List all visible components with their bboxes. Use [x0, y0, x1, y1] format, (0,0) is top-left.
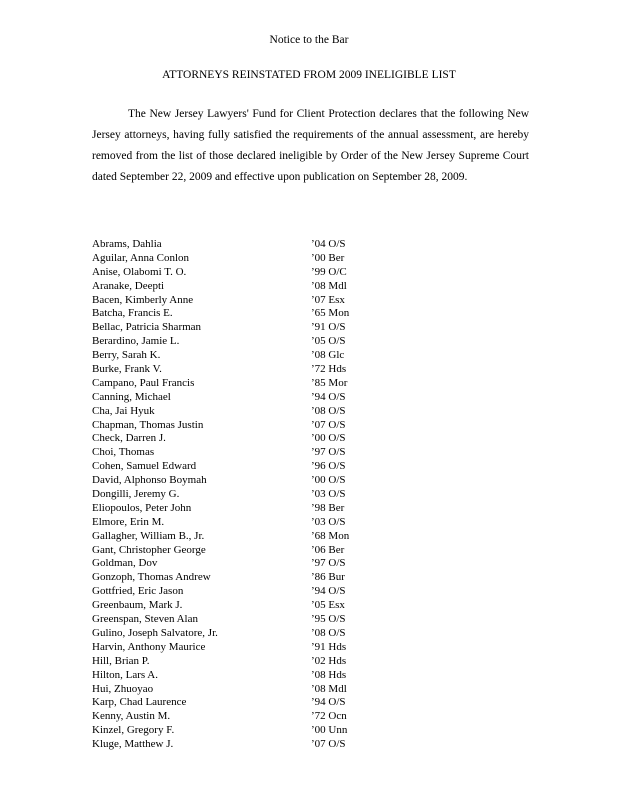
attorney-row — [92, 710, 452, 724]
attorney-admission-county: ’02 Hds — [311, 654, 347, 667]
attorney-row — [92, 349, 452, 363]
attorney-name: Harvin, Anthony Maurice — [92, 640, 206, 653]
attorney-row — [92, 557, 452, 571]
attorney-admission-county: ’07 Esx — [311, 293, 345, 306]
attorney-name: Cha, Jai Hyuk — [92, 404, 155, 417]
attorney-admission-county: ’94 O/S — [311, 585, 346, 598]
attorney-admission-county: ’07 O/S — [311, 418, 346, 431]
attorney-admission-county: ’07 O/S — [311, 738, 346, 751]
attorney-admission-county: ’94 O/S — [311, 390, 346, 403]
attorney-row — [92, 460, 452, 474]
attorney-admission-county: ’08 O/S — [311, 626, 346, 639]
attorney-admission-county: ’65 Mon — [311, 307, 350, 320]
attorney-row — [92, 488, 452, 502]
attorney-admission-county: ’03 O/S — [311, 515, 346, 528]
attorney-admission-county: ’99 O/C — [311, 265, 347, 278]
attorney-row — [92, 530, 452, 544]
attorney-admission-county: ’96 O/S — [311, 460, 346, 473]
document-title: ATTORNEYS REINSTATED FROM 2009 INELIGIBLE LIST — [162, 69, 456, 81]
attorney-name: Kinzel, Gregory F. — [92, 724, 175, 737]
attorney-row — [92, 363, 452, 377]
attorney-admission-county: ’00 O/S — [311, 432, 346, 445]
attorney-admission-county: ’91 Hds — [311, 640, 347, 653]
attorney-admission-county: ’97 O/S — [311, 557, 346, 570]
attorney-name: Hill, Brian P. — [92, 654, 150, 667]
attorney-row — [92, 571, 452, 585]
attorney-row — [92, 405, 452, 419]
attorney-name: Canning, Michael — [92, 390, 171, 403]
notice-heading: Notice to the Bar — [269, 34, 349, 46]
attorney-admission-county: ’04 O/S — [311, 238, 346, 250]
attorney-row — [92, 294, 452, 308]
attorney-name: Kluge, Matthew J. — [92, 738, 174, 751]
attorney-row — [92, 544, 452, 558]
attorney-row — [92, 474, 452, 488]
attorney-name: Aguilar, Anna Conlon — [92, 251, 190, 264]
attorney-admission-county: ’08 Mdl — [311, 682, 347, 695]
attorney-name: Bacen, Kimberly Anne — [92, 293, 194, 306]
attorney-name: Gant, Christopher George — [92, 543, 206, 556]
attorney-row — [92, 335, 452, 349]
attorney-admission-county: ’00 Ber — [311, 251, 345, 264]
attorney-row — [92, 502, 452, 516]
attorney-list — [92, 238, 452, 752]
attorney-name: Batcha, Francis E. — [92, 307, 173, 320]
attorney-name: Campano, Paul Francis — [92, 376, 195, 389]
attorney-row — [92, 307, 452, 321]
attorney-admission-county: ’08 O/S — [311, 404, 346, 417]
attorney-name: Dongilli, Jeremy G. — [92, 488, 180, 501]
attorney-row — [92, 738, 452, 752]
intro-paragraph: The New Jersey Lawyers' Fund for Client Protection declares that the following New Jersey attorneys, having fully satisfied the requirements of the annual assessment, are hereby removed from the list of those declared ineligible by Order of the New Jersey Supreme Court dated September 22, 2009 and effective upon publication on September 28, 2009. — [92, 108, 529, 183]
attorney-name: Check, Darren J. — [92, 432, 166, 445]
attorney-row — [92, 724, 452, 738]
attorney-row — [92, 683, 452, 697]
attorney-row — [92, 432, 452, 446]
attorney-admission-county: ’05 Esx — [311, 599, 345, 612]
attorney-name: Aranake, Deepti — [92, 279, 165, 292]
attorney-admission-county: ’08 Glc — [311, 349, 345, 362]
attorney-admission-county: ’94 O/S — [311, 696, 346, 709]
attorney-row — [92, 252, 452, 266]
attorney-row — [92, 280, 452, 294]
attorney-name: Berry, Sarah K. — [92, 349, 161, 362]
attorney-name: Choi, Thomas — [92, 446, 155, 459]
attorney-row — [92, 321, 452, 335]
attorney-row — [92, 391, 452, 405]
attorney-row — [92, 446, 452, 460]
attorney-name: Greenbaum, Mark J. — [92, 599, 183, 612]
attorney-admission-county: ’95 O/S — [311, 613, 346, 626]
attorney-admission-county: ’06 Ber — [311, 543, 345, 556]
attorney-admission-county: ’08 Hds — [311, 668, 347, 681]
attorney-name: David, Alphonso Boymah — [92, 474, 207, 487]
attorney-admission-county: ’72 Ocn — [311, 710, 347, 723]
attorney-admission-county: ’00 Unn — [311, 724, 348, 737]
attorney-name: Karp, Chad Laurence — [92, 696, 187, 709]
attorney-row — [92, 627, 452, 641]
attorney-name: Burke, Frank V. — [92, 363, 162, 376]
attorney-admission-county: ’68 Mon — [311, 529, 350, 542]
attorney-row — [92, 516, 452, 530]
attorney-name: Berardino, Jamie L. — [92, 335, 180, 348]
attorney-name: Goldman, Dov — [92, 557, 158, 570]
attorney-name: Elmore, Erin M. — [92, 515, 165, 528]
attorney-admission-county: ’03 O/S — [311, 488, 346, 501]
attorney-admission-county: ’05 O/S — [311, 335, 346, 348]
attorney-admission-county: ’72 Hds — [311, 363, 347, 376]
attorney-row — [92, 377, 452, 391]
attorney-admission-county: ’00 O/S — [311, 474, 346, 487]
attorney-name: Greenspan, Steven Alan — [92, 613, 198, 626]
attorney-row — [92, 599, 452, 613]
attorney-row — [92, 655, 452, 669]
attorney-row — [92, 238, 452, 252]
attorney-admission-county: ’97 O/S — [311, 446, 346, 459]
attorney-name: Gottfried, Eric Jason — [92, 585, 184, 598]
attorney-admission-county: ’98 Ber — [311, 501, 345, 514]
attorney-name: Gulino, Joseph Salvatore, Jr. — [92, 626, 218, 639]
attorney-name: Gallagher, William B., Jr. — [92, 529, 205, 542]
attorney-row — [92, 669, 452, 683]
attorney-row — [92, 419, 452, 433]
attorney-name: Bellac, Patricia Sharman — [92, 321, 202, 334]
attorney-admission-county: ’91 O/S — [311, 321, 346, 334]
attorney-row — [92, 266, 452, 280]
attorney-name: Gonzoph, Thomas Andrew — [92, 571, 211, 584]
attorney-name: Anise, Olabomi T. O. — [92, 265, 187, 278]
attorney-row — [92, 613, 452, 627]
attorney-name: Hui, Zhuoyao — [92, 682, 154, 695]
attorney-name: Hilton, Lars A. — [92, 668, 158, 681]
attorney-name: Cohen, Samuel Edward — [92, 460, 197, 473]
attorney-row — [92, 585, 452, 599]
attorney-name: Eliopoulos, Peter John — [92, 501, 192, 514]
attorney-name: Abrams, Dahlia — [92, 238, 162, 250]
attorney-name: Chapman, Thomas Justin — [92, 418, 204, 431]
attorney-row — [92, 696, 452, 710]
attorney-row — [92, 641, 452, 655]
attorney-admission-county: ’85 Mor — [311, 376, 348, 389]
attorney-admission-county: ’08 Mdl — [311, 279, 347, 292]
attorney-admission-county: ’86 Bur — [311, 571, 345, 584]
attorney-name: Kenny, Austin M. — [92, 710, 171, 723]
